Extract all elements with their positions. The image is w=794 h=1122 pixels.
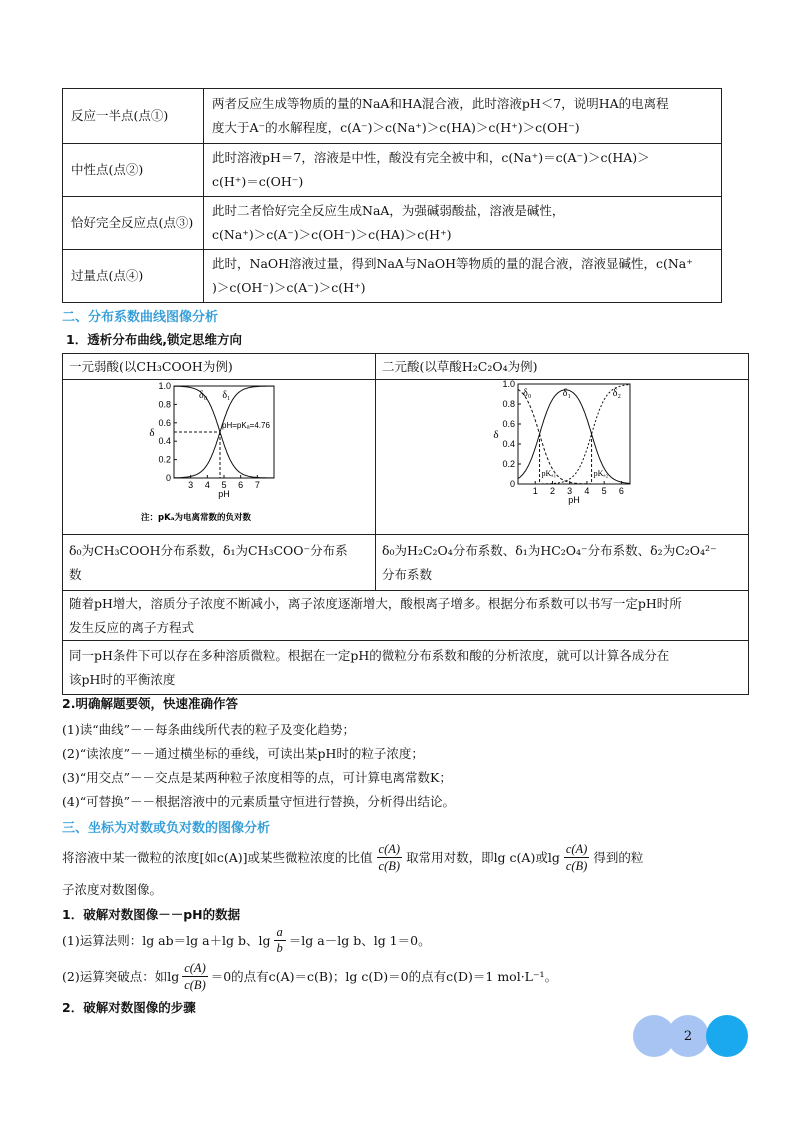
section3-intro-l2: 子浓度对数图像。 <box>62 882 163 897</box>
y-tick-label: 0 <box>509 479 515 489</box>
x-tick-label: 2 <box>549 486 555 496</box>
series-label: δ₀ <box>199 390 208 401</box>
col1-header: 一元弱酸(以CH₃COOH为例) <box>63 354 376 380</box>
section2-sub1: 1．透析分布曲线,锁定思维方向 <box>66 332 242 347</box>
fraction-cA-cB-3: c(A) c(B) <box>184 960 206 992</box>
table-row <box>63 380 749 535</box>
table-row <box>63 641 749 695</box>
row4-text: 同一pH条件下可以存在多种溶质微粒。根据在一定pH的微粒分布系数和酸的分析浓度，就可以计算各成分在 该pH时的平衡浓度 <box>63 641 749 695</box>
table-row <box>63 144 722 197</box>
row3-text: 随着pH增大，溶质分子浓度不断减小，离子浓度逐渐增大，酸根离子增多。根据分布系数可以书写一定pH时所 发生反应的离子方程式 <box>63 591 749 641</box>
table-row <box>63 354 749 380</box>
series-line-2 <box>518 385 630 484</box>
y-tick-label: 0.4 <box>502 439 515 449</box>
y-tick-label: 1.0 <box>502 380 515 389</box>
col1-desc: δ₀为CH₃COOH分布系数，δ₁为CH₃COO⁻分布系 数 <box>63 535 376 591</box>
chart-monoprotic <box>69 380 369 526</box>
page-badge-decor-2 <box>706 1015 748 1057</box>
reaction-points-table <box>62 88 722 303</box>
x-tick-label: 5 <box>221 480 227 490</box>
pka-annotation: pH=pKₐ=4.76 <box>222 421 270 430</box>
y-tick-label: 0.2 <box>502 459 515 469</box>
fraction-cA-cB-2: c(A) c(B) <box>565 841 588 873</box>
series-label: δ₀ <box>523 388 532 399</box>
series-line-1 <box>518 390 630 484</box>
distribution-table <box>62 353 749 695</box>
row-text: 此时二者恰好完全反应生成NaA，为强碱弱酸盐，溶液是碱性， c(Na⁺)＞c(A⁻)＞c(OH⁻)＞c(HA)＞c(H⁺) <box>204 197 722 250</box>
chart-note: 注：pKₐ为电离常数的负对数 <box>141 513 252 523</box>
section3-sub1: 1．破解对数图像－－pH的数据 <box>62 907 241 922</box>
col2-desc: δ₀为H₂C₂O₄分布系数、δ₁为HC₂O₄⁻分布系数、δ₂为C₂O₄²⁻ 分布系数 <box>376 535 749 591</box>
chart-cell-2 <box>376 380 749 535</box>
x-tick-label: 3 <box>188 480 194 490</box>
table-row <box>63 591 749 641</box>
step-2: (2)“读浓度”－－通过横坐标的垂线，可读出某pH时的粒子浓度； <box>62 746 424 761</box>
x-axis-label: pH <box>568 495 580 505</box>
x-tick-label: 6 <box>618 486 624 496</box>
y-tick-label: 1.0 <box>158 381 171 391</box>
y-tick-label: 0.2 <box>158 454 171 465</box>
x-tick-label: 5 <box>601 486 607 496</box>
y-axis-label: δ <box>493 429 499 441</box>
fraction-cA-cB: c(A) c(B) <box>378 841 401 873</box>
table-row <box>63 535 749 591</box>
rule-1: (1)运算法则：lg ab＝lg a＋lg b、lg a b ＝lg a－lg b、lg 1＝0。 <box>62 924 431 955</box>
row-label: 恰好完全反应点(点③) <box>63 197 204 250</box>
fraction-a-b: a b <box>274 925 286 956</box>
plot-frame <box>518 384 630 484</box>
y-axis-label: δ <box>149 427 155 439</box>
step-4: (4)“可替换”－－根据溶液中的元素质量守恒进行替换，分析得出结论。 <box>62 794 455 809</box>
row-label: 过量点(点④) <box>63 250 204 303</box>
pka-label: pKₐ₁ <box>541 469 557 478</box>
row-label: 反应一半点(点①) <box>63 89 204 144</box>
y-tick-label: 0 <box>165 473 171 483</box>
table-row <box>63 250 722 303</box>
series-label: δ₁ <box>562 388 572 399</box>
rule-2: (2)运算突破点：如lg c(A) c(B) ＝0的点有c(A)＝c(B)；lg c(D)＝0的点有c(D)＝1 mol·L⁻¹。 <box>62 960 558 992</box>
col2-header: 二元酸(以草酸H₂C₂O₄为例) <box>376 354 749 380</box>
series-label: δ₁ <box>222 390 231 401</box>
step-1: (1)读“曲线”－－每条曲线所代表的粒子及变化趋势； <box>62 722 355 737</box>
section3-heading: 三、坐标为对数或负对数的图像分析 <box>62 821 271 836</box>
series-line-0 <box>518 389 630 484</box>
series-label: δ₂ <box>612 388 621 399</box>
y-tick-label: 0.4 <box>158 436 171 447</box>
x-tick-label: 6 <box>238 480 244 490</box>
x-axis-label: pH <box>218 489 230 499</box>
pka-label: pKₐ₂ <box>593 469 609 478</box>
step-3: (3)“用交点”－－交点是某两种粒子浓度相等的点，可计算电离常数K； <box>62 770 452 785</box>
row-text: 两者反应生成等物质的量的NaA和HA混合液，此时溶液pH＜7，说明HA的电离程 度大于A⁻的水解程度，c(A⁻)＞c(Na⁺)＞c(HA)＞c(H⁺)＞c(OH⁻) <box>204 89 722 144</box>
section3-intro: 将溶液中某一微粒的浓度[如c(A)]或某些微粒浓度的比值 c(A) c(B) 取常用对数，即lg c(A)或lg c(A) c(B) 得到的粒 <box>62 841 644 873</box>
row-text: 此时，NaOH溶液过量，得到NaA与NaOH等物质的量的混合液，溶液显碱性，c(Na⁺ )＞c(OH⁻)＞c(A⁻)＞c(H⁺) <box>204 250 722 303</box>
y-tick-label: 0.8 <box>502 399 515 409</box>
x-tick-label: 4 <box>584 486 590 496</box>
chart-cell-1 <box>63 380 376 535</box>
table-row <box>63 89 722 144</box>
x-tick-label: 7 <box>254 480 260 490</box>
y-tick-label: 0.8 <box>158 399 171 410</box>
page-number: 2 <box>667 1015 709 1057</box>
row-text: 此时溶液pH＝7，溶液是中性，酸没有完全被中和，c(Na⁺)＝c(A⁻)＞c(HA)＞ c(H⁺)＝c(OH⁻) <box>204 144 722 197</box>
table-row <box>63 197 722 250</box>
x-tick-label: 1 <box>532 486 538 496</box>
x-tick-label: 4 <box>204 480 210 490</box>
section2-heading: 二、分布系数曲线图像分析 <box>62 310 219 325</box>
section3-sub2: 2．破解对数图像的步骤 <box>62 1000 196 1015</box>
chart-oxalic <box>382 380 742 526</box>
y-tick-label: 0.6 <box>158 417 171 428</box>
section2-sub2: 2.明确解题要领，快速准确作答 <box>62 696 238 711</box>
row-label: 中性点(点②) <box>63 144 204 197</box>
y-tick-label: 0.6 <box>502 419 515 429</box>
x-tick-label: 3 <box>567 486 573 496</box>
